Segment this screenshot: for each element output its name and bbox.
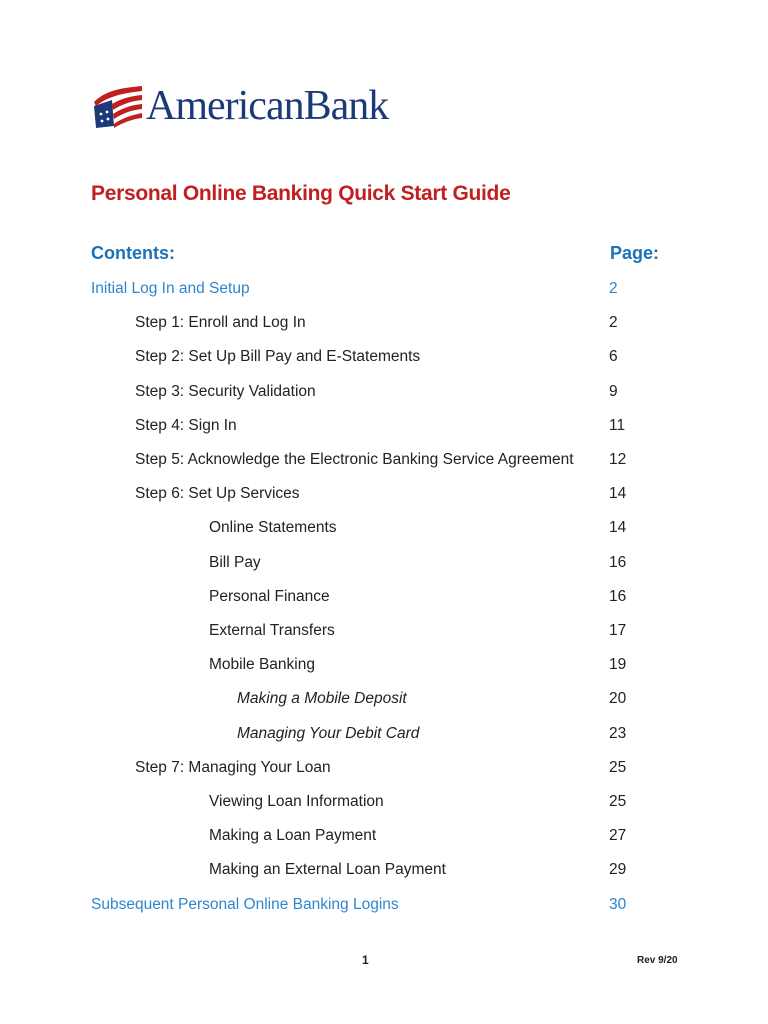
contents-header: Contents: [91,243,175,263]
toc-entry-page: 23 [609,725,627,742]
toc-entry-title: Personal Finance [209,588,330,605]
toc-entry-page: 25 [609,793,627,810]
toc-entry-title: Step 7: Managing Your Loan [135,759,331,776]
toc-entry-page: 12 [609,451,627,468]
toc-entry-title: Step 2: Set Up Bill Pay and E-Statements [135,348,421,365]
toc-entry-page: 17 [609,622,627,639]
toc-entry-page: 27 [609,827,627,844]
toc-entry [0,588,768,612]
toc-entry-title: Step 3: Security Validation [135,383,316,400]
toc-entry-title: Making a Loan Payment [209,827,377,844]
toc-entry-page: 9 [609,383,618,400]
toc-entry-page: 2 [609,314,618,331]
toc-entry [0,690,768,714]
toc-entry-page: 16 [609,554,627,571]
toc-entry-title: Online Statements [209,519,337,536]
toc-entry [0,725,768,749]
toc-entry-page: 2 [609,280,618,297]
flag-icon [92,84,144,128]
toc-entry [0,827,768,851]
toc-entry-title: Viewing Loan Information [209,793,384,810]
toc-entry-title: Managing Your Debit Card [237,725,420,742]
page-header: Page: [610,243,660,263]
toc-entry [0,656,768,680]
toc-entry [0,417,768,441]
toc-entry [0,861,768,885]
toc-entry [0,793,768,817]
american-bank-logo [92,84,388,128]
revision-label: Rev 9/20 [637,955,678,966]
toc-entry [0,314,768,338]
toc-entry-title: Step 6: Set Up Services [135,485,300,502]
toc-entry [0,759,768,783]
toc-section-link[interactable] [0,896,768,920]
toc-entry-page: 30 [609,896,627,913]
toc-entry [0,519,768,543]
toc-entry [0,554,768,578]
toc-entry [0,622,768,646]
toc-entry-title: Making a Mobile Deposit [237,690,407,707]
toc-entry-title: Step 5: Acknowledge the Electronic Banking Service Agreement [135,451,574,468]
toc-entry [0,348,768,372]
toc-entry [0,451,768,475]
toc-entry-page: 29 [609,861,627,878]
logo-wordmark: AmericanBank [146,83,389,129]
toc-entry-title: Mobile Banking [209,656,315,673]
toc-entry-title: Step 4: Sign In [135,417,237,434]
toc-section-link[interactable] [0,280,768,304]
toc-entry-title: Initial Log In and Setup [91,280,250,297]
toc-entry-page: 20 [609,690,627,707]
page-number: 1 [362,953,369,967]
toc-entry [0,485,768,509]
toc-entry [0,383,768,407]
document-title: Personal Online Banking Quick Start Guide [91,182,511,205]
toc-entry-page: 11 [609,417,626,434]
toc-entry-title: External Transfers [209,622,335,639]
toc-entry-page: 19 [609,656,627,673]
toc-entry-page: 16 [609,588,627,605]
toc-entry-page: 14 [609,519,627,536]
toc-entry-page: 6 [609,348,618,365]
toc-entry-page: 14 [609,485,627,502]
toc-entry-title: Step 1: Enroll and Log In [135,314,306,331]
toc-entry-title: Bill Pay [209,554,261,571]
toc-entry-title: Subsequent Personal Online Banking Logins [91,896,399,913]
toc-entry-title: Making an External Loan Payment [209,861,446,878]
toc-entry-page: 25 [609,759,627,776]
